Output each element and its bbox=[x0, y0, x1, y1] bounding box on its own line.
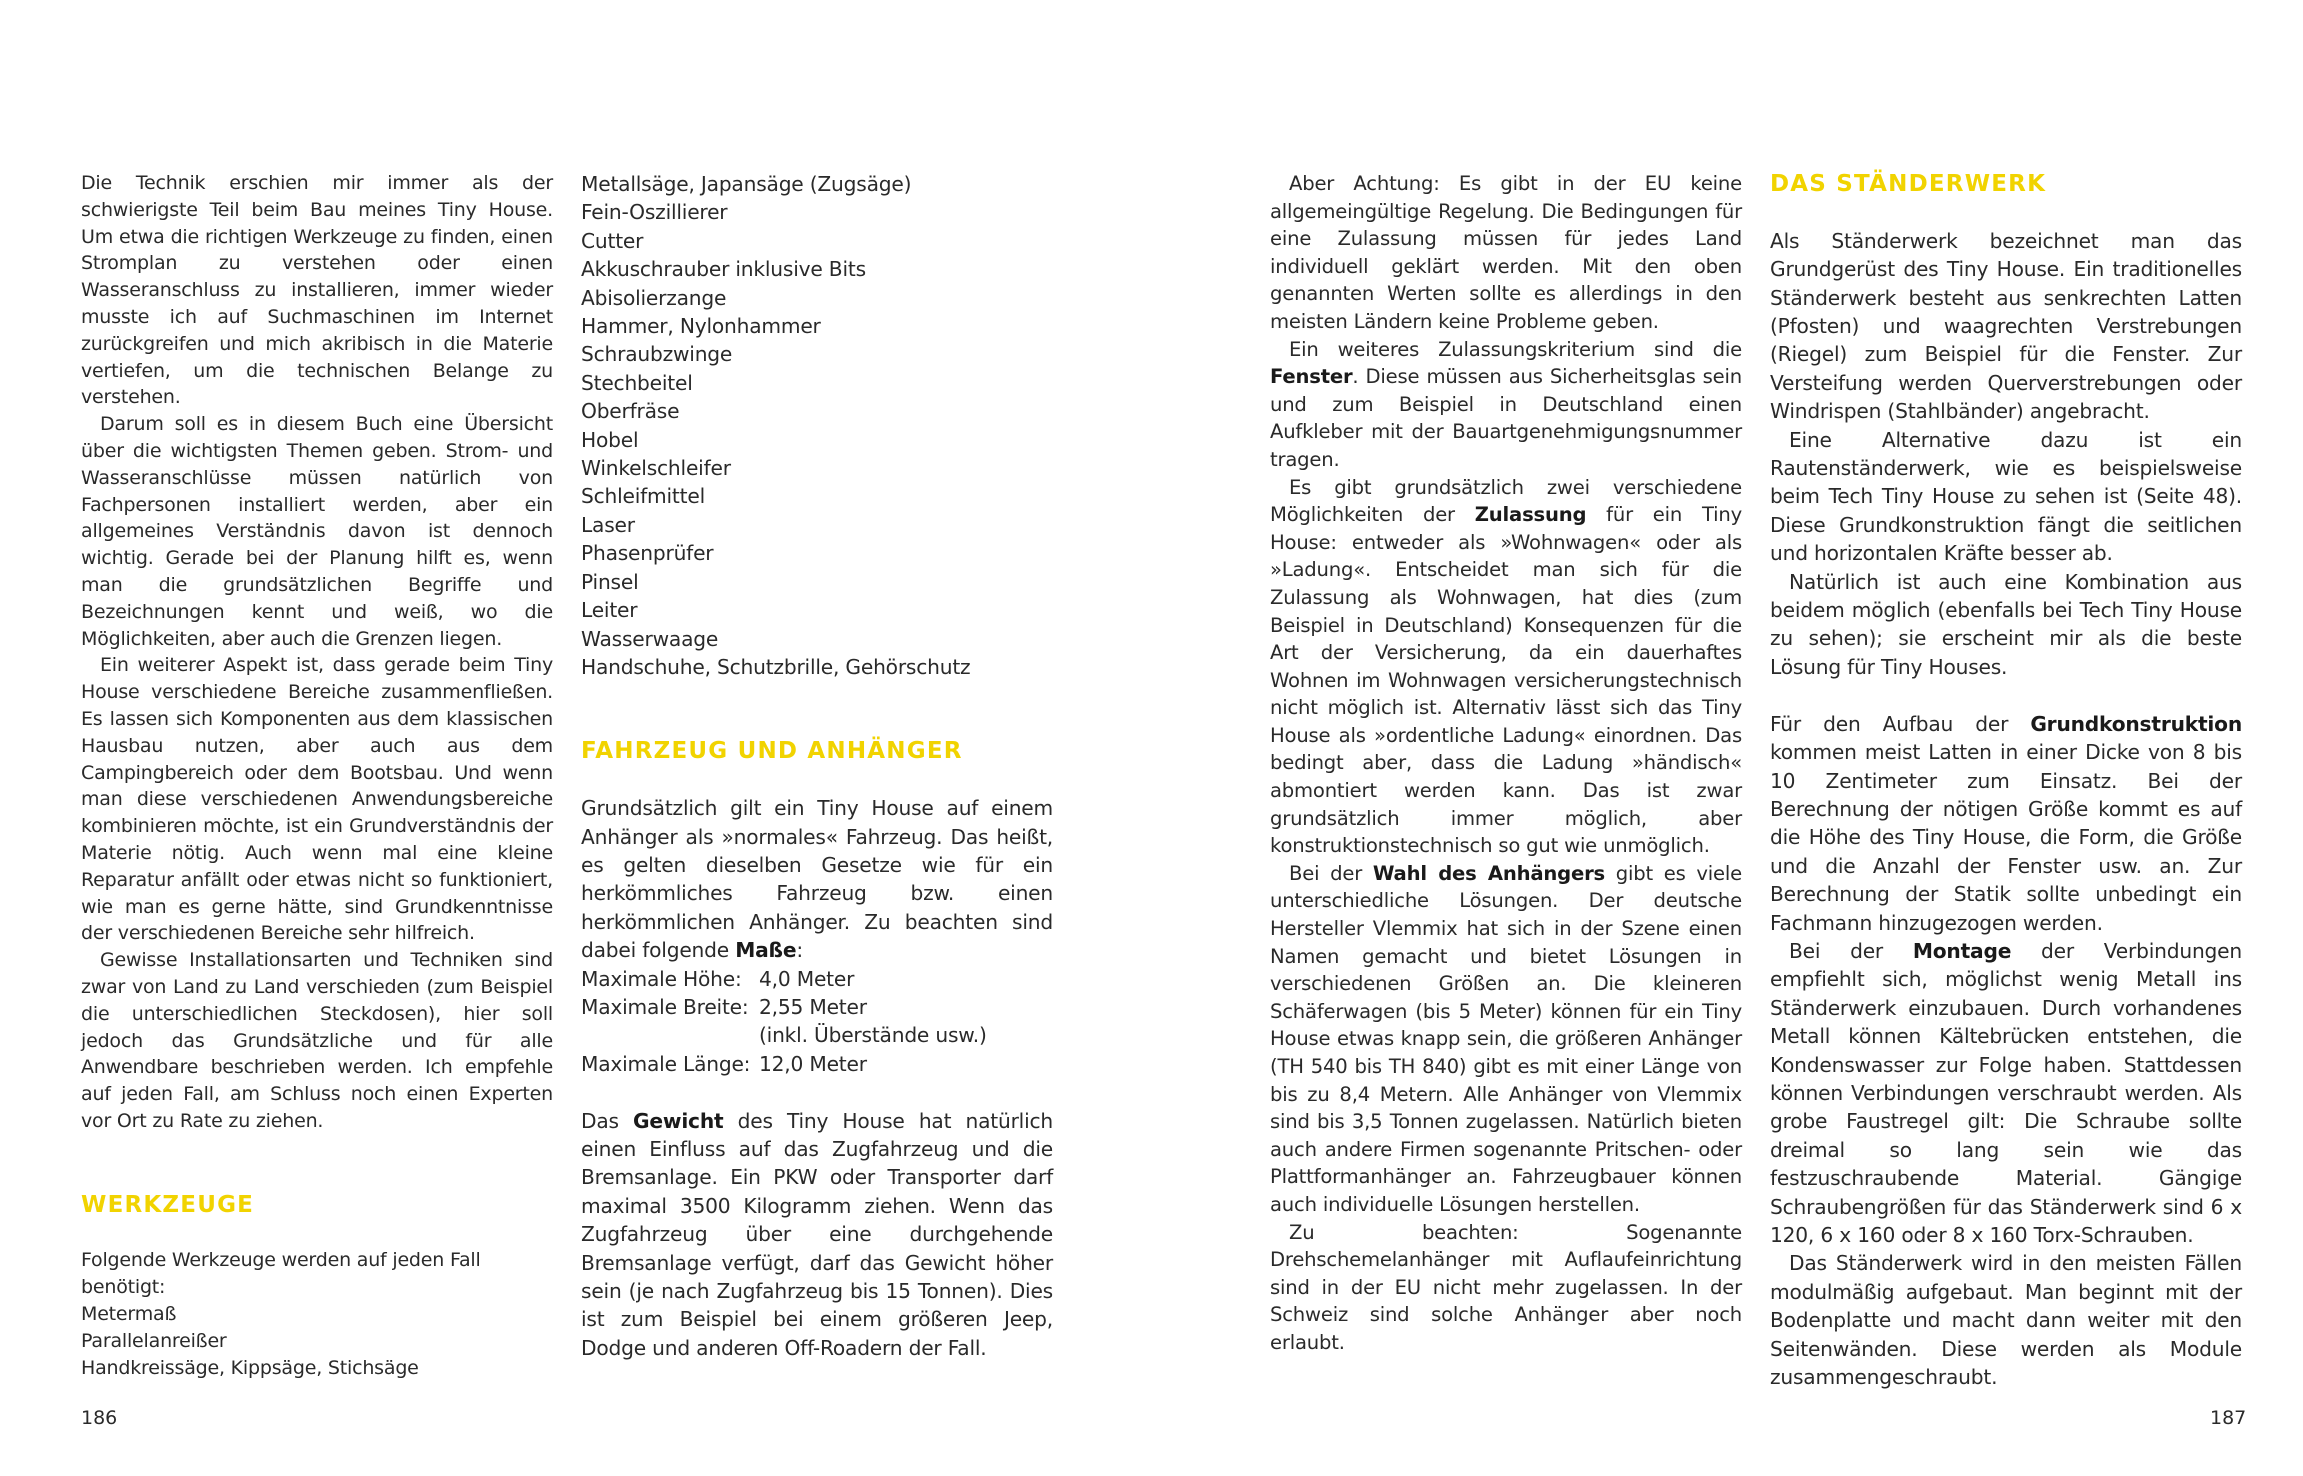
tool-item: Wasserwaage bbox=[581, 626, 719, 651]
spec-label: Maximale Höhe: bbox=[581, 966, 742, 991]
tool-item: Cutter bbox=[581, 228, 644, 253]
fahrzeug-end: : bbox=[796, 938, 803, 963]
anhaenger-pre: Bei der bbox=[1289, 861, 1373, 885]
tools-list-start bbox=[81, 1301, 553, 1381]
intro-paragraph-3: Ein weiterer Aspekt ist, dass gerade beim Tiny House verschiedene Bereiche zusammenfließen. Es lassen sich Komponenten aus dem klassischen Hausbau nutzen, aber auch aus dem Campingbereich oder dem Bootsbau. Und wenn man diese verschiedenen Anwendungsbereiche kombinieren möchte, ist ein Grundverständnis der Materie nötig. Auch wenn mal eine kleine Reparatur anfällt oder etwas nicht so funktioniert, wie man es gerne hätte, sind Grundkenntnisse der verschiedenen Bereiche sehr hilfreich. bbox=[81, 654, 553, 945]
gewicht-pre: Das bbox=[581, 1108, 634, 1133]
werkzeuge-intro: Folgende Werkzeuge werden auf jeden Fall benötigt: bbox=[81, 1249, 481, 1299]
achtung-paragraph: Aber Achtung: Es gibt in der EU keine allgemeingültige Regelung. Die Bedingungen für eine Zulassung müssen für jedes Land individuell geklärt werden. Mit den oben genannten Werten sollte es allerdings in den meisten Ländern keine Probleme geben. bbox=[1270, 172, 1742, 333]
spec-value: 4,0 Meter bbox=[759, 966, 855, 991]
spec-label bbox=[581, 1021, 759, 1049]
gewicht-bold: Gewicht bbox=[633, 1108, 724, 1133]
tool-item: Metallsäge, Japansäge (Zugsäge) bbox=[581, 172, 912, 196]
tool-item: Fein-Oszillierer bbox=[581, 200, 728, 225]
zulassung-pre: Es gibt grundsätzlich zwei verschiedene Möglichkeiten der bbox=[1270, 475, 1742, 527]
column-4 bbox=[1770, 170, 2242, 1391]
fahrzeug-text: Grundsätzlich gilt ein Tiny House auf einem Anhänger als »normales« Fahrzeug. Das heißt, es gelten dieselben Gesetze wie für ein herkömmliches Fahrzeug bzw. einen herkömmlichen Anhänger. Zu beachten sind dabei folgende bbox=[581, 796, 1053, 963]
montage-pre: Bei der bbox=[1789, 938, 1913, 963]
grundkonstruktion-bold: Grundkonstruktion bbox=[2030, 711, 2242, 736]
montage-bold: Montage bbox=[1912, 938, 2012, 963]
tool-item: Parallelanreißer bbox=[81, 1329, 227, 1352]
staenderwerk-paragraph-1: Als Ständerwerk bezeichnet man das Grundgerüst des Tiny House. Ein traditionelles Ständerwerk besteht aus senkrechten Latten (Pfosten) und waagrechten Verstrebungen (Riegel) zum Beispiel für die Fenster. Zur Versteifung werden Querverstrebungen oder Windrispen (Stahlbänder) angebracht. bbox=[1770, 228, 2242, 424]
page-number-right: 187 bbox=[2210, 1407, 2247, 1429]
dimension-specs bbox=[581, 965, 1053, 1079]
gewicht-paragraph bbox=[581, 1107, 1053, 1363]
anhaenger-paragraph bbox=[1270, 860, 1742, 1219]
tool-item: Pinsel bbox=[581, 569, 639, 594]
fenster-paragraph bbox=[1270, 336, 1742, 474]
zulassung-paragraph bbox=[1270, 474, 1742, 860]
intro-paragraph-4: Gewisse Installationsarten und Techniken sind zwar von Land zu Land verschieden (zum Beispiel die unterschiedlichen Steckdosen), hier soll jedoch das Grundsätzliche und für alle Anwendbare beschrieben werden. Ich empfehle auf jeden Fall, am Schluss noch einen Experten vor Ort zu Rate zu ziehen. bbox=[81, 949, 553, 1132]
montage-text: der Verbindungen empfiehlt sich, möglichst wenig Metall ins Ständerwerk einzubauen. Durch vorhandenes Metall können Kältebrücken entstehen, die Kondenswasser zur Folge haben. Stattdessen können Verbindungen verschraubt werden. Als grobe Faustregel gilt: Die Schraube sollte dreimal so lang sein wie das festzuschraubende Material. Gängige Schraubengrößen für das Ständerwerk sind 6 x 120, 6 x 160 oder 8 x 160 Torx-Schrauben. bbox=[1770, 938, 2242, 1247]
tool-item: Metermaß bbox=[81, 1303, 177, 1326]
grundkonstruktion-text: kommen meist Latten in einer Dicke von 8 bis 10 Zentimeter zum Einsatz. Bei der Berechnung der nötigen Größe kommt es auf die Höhe des Tiny House, die Form, die Größe und die Anzahl der Fenster usw. an. Zur Berechnung der Statik sollte unbedingt ein Fachmann hinzugezogen werden. bbox=[1770, 740, 2242, 935]
fahrzeug-paragraph bbox=[581, 794, 1053, 964]
montage-paragraph bbox=[1770, 937, 2242, 1249]
tool-item: Phasenprüfer bbox=[581, 541, 714, 566]
spec-value: 2,55 Meter bbox=[759, 994, 867, 1019]
fenster-text: . Diese müssen aus Sicherheitsglas sein und zum Beispiel in Deutschland einen Aufkleber mit der Bauartgenehmigungsnummer tragen. bbox=[1270, 365, 1742, 471]
column-1 bbox=[81, 170, 553, 1381]
heading-staenderwerk: DAS STÄNDERWERK bbox=[1770, 171, 2047, 197]
tool-item: Hobel bbox=[581, 427, 639, 452]
tool-item: Schraubzwinge bbox=[581, 342, 733, 367]
tool-item: Leiter bbox=[581, 598, 638, 623]
spec-label: Maximale Länge: bbox=[581, 1051, 751, 1076]
intro-paragraph-2: Darum soll es in diesem Buch eine Übersicht über die wichtigsten Themen geben. Strom- und Wasseranschlüsse müssen natürlich von Fachpersonen installiert werden, aber ein allgemeines Verständnis davon ist dennoch wichtig. Gerade bei der Planung hilft es, wenn man die grundsätzlichen Begriffe und Bezeichnungen kennt und weiß, wo die Möglichkeiten, aber auch die Grenzen liegen. bbox=[81, 413, 553, 650]
tool-item: Handkreissäge, Kippsäge, Stichsäge bbox=[81, 1356, 419, 1379]
tool-item: Akkuschrauber inklusive Bits bbox=[581, 257, 866, 282]
tool-item: Schleifmittel bbox=[581, 484, 705, 509]
intro-paragraph-1: Die Technik erschien mir immer als der schwierigste Teil beim Bau meines Tiny House. Um etwa die richtigen Werkzeuge zu finden, einen Stromplan zu verstehen oder einen Wasseranschluss zu installieren, immer wieder musste ich auf Suchmaschinen im Internet zurückgreifen und mich akribisch in die Materie vertiefen, um die technischen Belange zu verstehen. bbox=[81, 172, 553, 409]
fahrzeug-bold: Maße bbox=[735, 938, 797, 963]
fenster-pre: Ein weiteres Zulassungskriterium sind die bbox=[1289, 337, 1742, 361]
page-number-left: 186 bbox=[81, 1407, 118, 1429]
tool-item: Handschuhe, Schutzbrille, Gehörschutz bbox=[581, 654, 971, 679]
staenderwerk-paragraph-2: Eine Alternative dazu ist ein Rautenständerwerk, wie es beispielsweise beim Tech Tiny House zu sehen ist (Seite 48). Diese Grundkonstruktion fängt die seitlichen und horizontalen Kräfte besser ab. bbox=[1770, 427, 2242, 566]
grundkonstruktion-paragraph bbox=[1770, 710, 2242, 937]
spec-value: (inkl. Überstände usw.) bbox=[759, 1023, 987, 1048]
tool-item: Laser bbox=[581, 512, 635, 537]
spec-value: 12,0 Meter bbox=[759, 1051, 867, 1076]
tool-item: Hammer, Nylonhammer bbox=[581, 314, 821, 339]
tool-item: Oberfräse bbox=[581, 399, 680, 424]
module-paragraph: Das Ständerwerk wird in den meisten Fällen modulmäßig aufgebaut. Man beginnt mit der Bodenplatte und macht dann weiter mit den Seitenwänden. Diese werden als Module zusammengeschraubt. bbox=[1770, 1251, 2242, 1390]
spec-label: Maximale Breite: bbox=[581, 994, 749, 1019]
fenster-bold: Fenster bbox=[1270, 365, 1353, 389]
anhaenger-bold: Wahl des Anhängers bbox=[1372, 861, 1606, 885]
staenderwerk-paragraph-3: Natürlich ist auch eine Kombination aus beidem möglich (ebenfalls bei Tech Tiny House zu sehen); sie erscheint mir als die beste Lösung für Tiny Houses. bbox=[1770, 569, 2242, 679]
column-3 bbox=[1270, 170, 1742, 1357]
grundkonstruktion-pre: Für den Aufbau der bbox=[1770, 711, 2031, 736]
zulassung-bold: Zulassung bbox=[1474, 503, 1587, 527]
tool-item: Stechbeitel bbox=[581, 370, 693, 395]
column-2 bbox=[581, 170, 1053, 1362]
heading-werkzeuge: WERKZEUGE bbox=[81, 1191, 255, 1218]
beachten-paragraph: Zu beachten: Sogenannte Drehschemelanhänger mit Auflaufeinrichtung sind in der EU nicht mehr zugelassen. In der Schweiz sind solche Anhänger aber noch erlaubt. bbox=[1270, 1220, 1742, 1354]
heading-fahrzeug: FAHRZEUG UND ANHÄNGER bbox=[581, 738, 963, 765]
tools-list-continued bbox=[581, 170, 1053, 681]
tool-item: Abisolierzange bbox=[581, 285, 727, 310]
gewicht-text: des Tiny House hat natürlich einen Einfluss auf das Zugfahrzeug und die Bremsanlage. Ein PKW oder Transporter darf maximal 3500 Kilogramm ziehen. Wenn das Zugfahrzeug über eine durchgehende Bremsanlage verfügt, darf das Gewicht höher sein (je nach Zugfahrzeug bis 15 Tonnen). Dies ist zum Beispiel bei einem größeren Jeep, Dodge und anderen Off-Roadern der Fall. bbox=[581, 1108, 1053, 1360]
anhaenger-text: gibt es viele unterschiedliche Lösungen. Der deutsche Hersteller Vlemmix hat sich in der Szene einen Namen gemacht und bietet Lösungen in verschiedenen Größen an. Die kleineren Schäferwagen (bis 5 Meter) können für ein Tiny House etwas knapp sein, die größeren Anhänger (TH 540 bis TH 840) gibt es mit einer Länge von bis zu 8,4 Metern. Alle Anhänger von Vlemmix sind bis 3,5 Tonnen zugelassen. Natürlich bieten auch andere Firmen sogenannte Pritschen- oder Plattformanhänger an. Fahrzeugbauer können auch individuelle Lösungen herstellen. bbox=[1270, 861, 1742, 1216]
zulassung-text: für ein Tiny House: entweder als »Wohnwagen« oder als »Ladung«. Entscheidet man sich für die Zulassung als Wohnwagen, hat dies (zum Beispiel in Deutschland) Konsequenzen für die Art der Versicherung, da ein dauerhaftes Wohnen im Wohnwagen versicherungstechnisch nicht möglich ist. Alternativ lässt sich das Tiny House als »ordentliche Ladung« einordnen. Das bedingt aber, dass die Ladung »händisch« abmontiert werden kann. Das ist zwar grundsätzlich immer möglich, aber konstruktionstechnisch so gut wie unmöglich. bbox=[1270, 503, 1743, 858]
tool-item: Winkelschleifer bbox=[581, 456, 731, 481]
